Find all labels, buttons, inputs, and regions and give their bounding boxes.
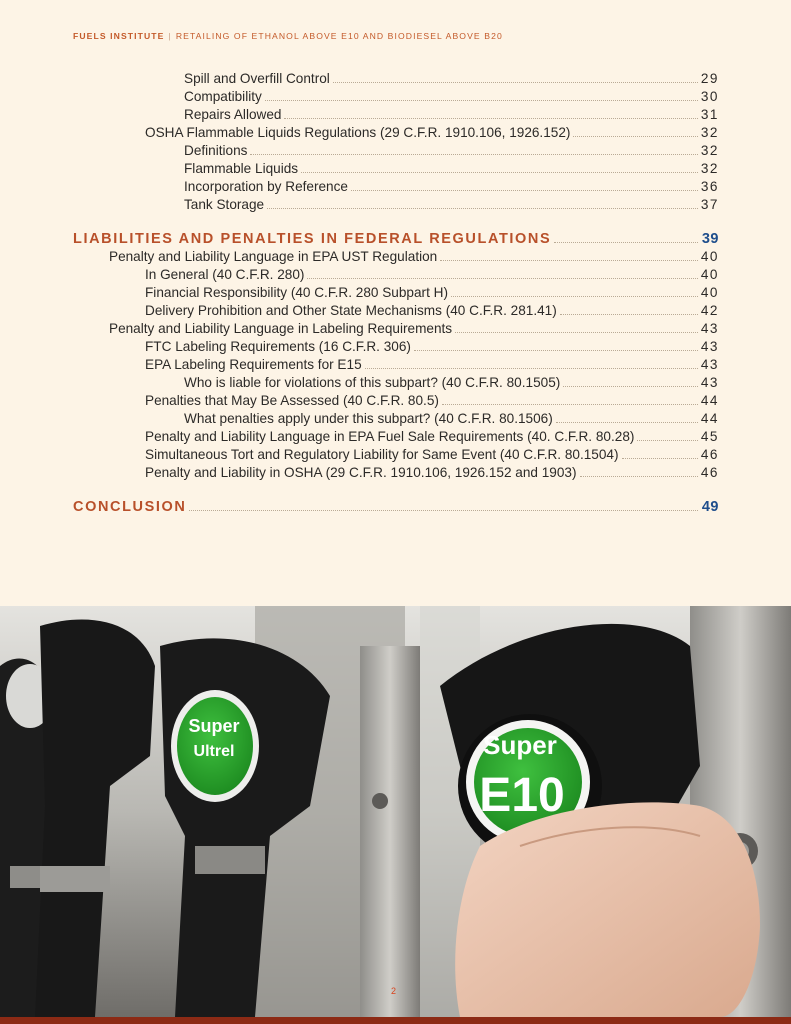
toc-entry[interactable] <box>145 392 719 410</box>
toc-entry-page: 43 <box>700 321 719 336</box>
toc-leader-dots <box>554 242 698 243</box>
toc-entry-title: Penalty and Liability Language in EPA UST Regulation <box>109 249 438 264</box>
toc-entry-page: 46 <box>700 465 719 480</box>
header-separator: | <box>168 31 172 41</box>
toc-entry-page: 43 <box>700 357 719 372</box>
toc-leader-dots <box>414 350 698 351</box>
toc-entry-title: CONCLUSION <box>73 499 187 515</box>
toc-entry[interactable] <box>145 338 719 356</box>
toc-entry-page: 40 <box>700 249 719 264</box>
toc-entry-title: EPA Labeling Requirements for E15 <box>145 357 362 372</box>
toc-entry[interactable] <box>184 374 719 392</box>
header-title: RETAILING OF ETHANOL ABOVE E10 AND BIODIESEL ABOVE B20 <box>175 31 503 41</box>
nozzle-main-label-line1: Super <box>483 730 557 760</box>
fuel-pump-illustration <box>0 606 791 1017</box>
toc-entry-title: Who is liable for violations of this subpart? (40 C.F.R. 80.1505) <box>184 375 561 390</box>
toc-leader-dots <box>442 404 698 405</box>
toc-entry-title: Penalty and Liability Language in Labeling Requirements <box>109 321 453 336</box>
toc-leader-dots <box>284 118 697 119</box>
toc-entry[interactable] <box>145 446 719 464</box>
toc-entry[interactable] <box>109 248 719 266</box>
nozzle-mid-label-line1: Super <box>188 716 240 736</box>
toc-leader-dots <box>267 208 698 209</box>
toc-entry-page: 32 <box>700 143 719 158</box>
toc-entry-page: 40 <box>700 285 719 300</box>
toc-entry[interactable] <box>145 428 719 446</box>
toc-entry-page: 31 <box>700 107 719 122</box>
toc-leader-dots <box>451 296 698 297</box>
toc-entry-title: Delivery Prohibition and Other State Mechanisms (40 C.F.R. 281.41) <box>145 303 557 318</box>
nozzle-mid-label-line2: Ultrel <box>193 743 235 760</box>
toc-entry[interactable] <box>109 320 719 338</box>
toc-leader-dots <box>637 440 697 441</box>
toc-leader-dots <box>580 476 698 477</box>
toc-entry-title: Definitions <box>184 143 248 158</box>
toc-entry[interactable] <box>184 142 719 160</box>
toc-leader-dots <box>560 314 698 315</box>
toc-entry[interactable] <box>184 196 719 214</box>
toc-entry-page: 43 <box>700 339 719 354</box>
running-header <box>73 31 503 41</box>
toc-entry-page: 39 <box>701 231 719 247</box>
toc-entry-title: FTC Labeling Requirements (16 C.F.R. 306) <box>145 339 411 354</box>
toc-entry[interactable] <box>184 106 719 124</box>
toc-entry-title: Repairs Allowed <box>184 107 282 122</box>
toc-entry[interactable] <box>145 464 719 482</box>
toc-leader-dots <box>365 368 698 369</box>
toc-entry-page: 46 <box>700 447 719 462</box>
toc-entry[interactable] <box>145 302 719 320</box>
toc-entry-page: 49 <box>701 499 719 515</box>
toc-entry-page: 29 <box>700 71 719 86</box>
toc-entry-page: 32 <box>700 161 719 176</box>
toc-chapter-entry[interactable] <box>73 230 719 248</box>
toc-leader-dots <box>333 82 698 83</box>
header-org: FUELS INSTITUTE <box>73 31 165 41</box>
toc-entry-title: Tank Storage <box>184 197 265 212</box>
toc-entry-page: 40 <box>700 267 719 282</box>
toc-entry-title: LIABILITIES AND PENALTIES IN FEDERAL REGULATIONS <box>73 231 552 247</box>
toc-entry[interactable] <box>184 70 719 88</box>
toc-entry[interactable] <box>145 284 719 302</box>
toc-entry-title: What penalties apply under this subpart? (40 C.F.R. 80.1506) <box>184 411 553 426</box>
toc-entry-title: OSHA Flammable Liquids Regulations (29 C.F.R. 1910.106, 1926.152) <box>145 125 571 140</box>
toc-entry-title: Flammable Liquids <box>184 161 299 176</box>
toc-entry-title: Penalty and Liability Language in EPA Fuel Sale Requirements (40. C.F.R. 80.28) <box>145 429 635 444</box>
toc-entry-title: Penalties that May Be Assessed (40 C.F.R. 80.5) <box>145 393 439 408</box>
bottom-accent-bar <box>0 1017 791 1024</box>
toc-entry-title: In General (40 C.F.R. 280) <box>145 267 305 282</box>
toc-entry[interactable] <box>184 88 719 106</box>
toc-entry-page: 45 <box>700 429 719 444</box>
toc-leader-dots <box>351 190 698 191</box>
toc-leader-dots <box>622 458 698 459</box>
toc-entry-page: 44 <box>700 411 719 426</box>
toc-entry[interactable] <box>145 266 719 284</box>
fuel-nozzle-photo <box>0 606 791 1017</box>
toc-entry-page: 36 <box>700 179 719 194</box>
toc-entry-title: Spill and Overfill Control <box>184 71 330 86</box>
toc-leader-dots <box>556 422 698 423</box>
toc-leader-dots <box>307 278 697 279</box>
toc-entry[interactable] <box>184 160 719 178</box>
toc-entry-page: 30 <box>700 89 719 104</box>
toc-entry-page: 32 <box>700 125 719 140</box>
toc-entry-page: 42 <box>700 303 719 318</box>
toc-leader-dots <box>189 510 698 511</box>
toc-entry-title: Incorporation by Reference <box>184 179 348 194</box>
toc-leader-dots <box>250 154 697 155</box>
toc-entry-page: 37 <box>700 197 719 212</box>
toc-leader-dots <box>573 136 697 137</box>
toc-entry[interactable] <box>184 178 719 196</box>
toc-leader-dots <box>455 332 698 333</box>
page-number: 2 <box>391 986 397 996</box>
toc-leader-dots <box>440 260 698 261</box>
toc-entry-title: Simultaneous Tort and Regulatory Liability for Same Event (40 C.F.R. 80.1504) <box>145 447 619 462</box>
toc-entry[interactable] <box>145 124 719 142</box>
toc-entry-page: 43 <box>700 375 719 390</box>
toc-leader-dots <box>563 386 698 387</box>
nozzle-main-label-line2: E10 <box>479 769 565 822</box>
toc-entry[interactable] <box>145 356 719 374</box>
toc-chapter-entry[interactable] <box>73 498 719 516</box>
toc-entry-page: 44 <box>700 393 719 408</box>
toc-entry-title: Compatibility <box>184 89 262 104</box>
toc-entry-title: Financial Responsibility (40 C.F.R. 280 Subpart H) <box>145 285 448 300</box>
toc-leader-dots <box>265 100 698 101</box>
toc-entry[interactable] <box>184 410 719 428</box>
toc-leader-dots <box>301 172 698 173</box>
toc-entry-title: Penalty and Liability in OSHA (29 C.F.R. 1910.106, 1926.152 and 1903) <box>145 465 577 480</box>
